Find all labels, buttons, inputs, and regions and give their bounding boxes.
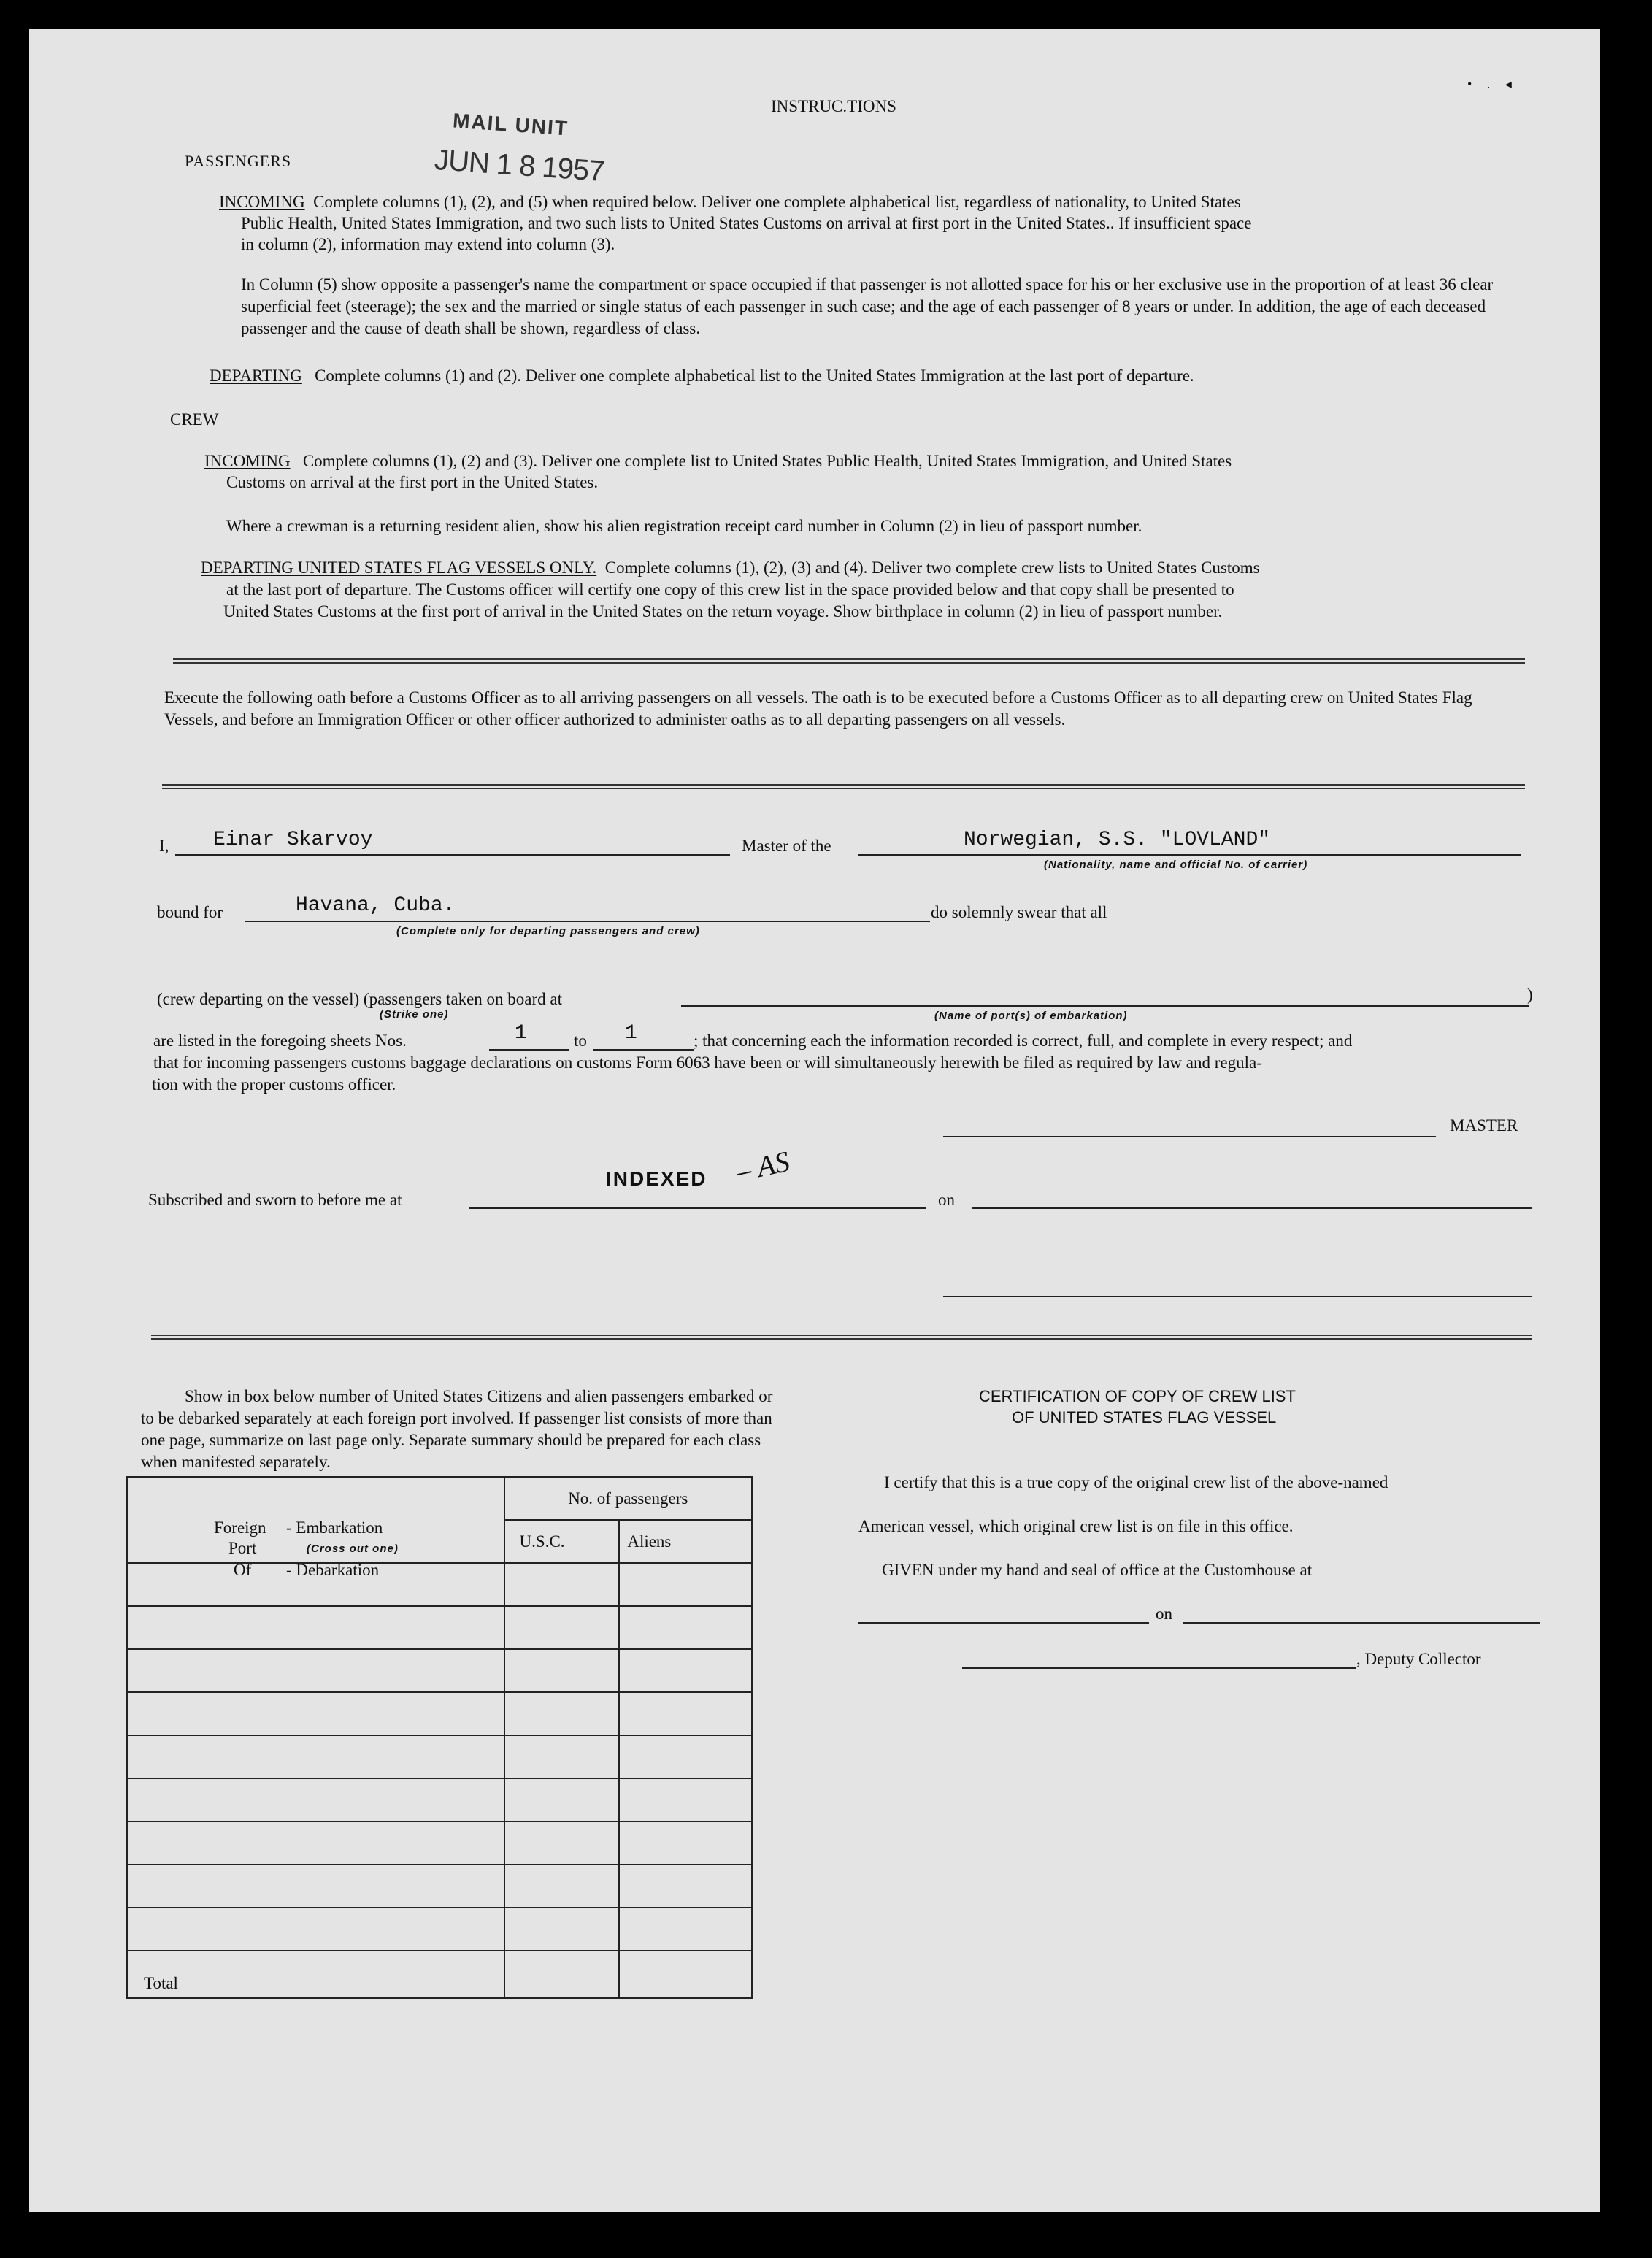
certification-date-line	[1183, 1622, 1540, 1624]
indexed-stamp: INDEXED	[606, 1167, 707, 1190]
port-cell[interactable]	[127, 1821, 504, 1865]
subscribed-label: Subscribed and sworn to before me at	[148, 1191, 402, 1209]
total-aliens-cell[interactable]	[619, 1951, 752, 1998]
aliens-header: Aliens	[619, 1520, 752, 1563]
port-cell[interactable]	[127, 1649, 504, 1692]
debarkation-label: - Debarkation	[286, 1561, 380, 1579]
vessel-line	[858, 854, 1521, 856]
cross-out-caption: (Cross out one)	[307, 1543, 399, 1555]
table-row	[127, 1735, 752, 1778]
strike-one-caption: (Strike one)	[380, 1008, 449, 1021]
table-row	[127, 1606, 752, 1649]
destination-caption: (Complete only for departing passengers and crew)	[396, 925, 700, 937]
crew-resident-text: Where a crewman is a returning resident alien, show his alien registration receipt card number in Column (2) in lieu of passport number.	[226, 517, 1142, 535]
vessel-caption: (Nationality, name and official No. of carrier)	[1044, 859, 1308, 871]
aliens-cell[interactable]	[619, 1778, 752, 1821]
passengers-departing	[210, 365, 1194, 387]
master-of-label: Master of the	[742, 837, 831, 855]
port-cell[interactable]	[127, 1692, 504, 1735]
port-cell[interactable]	[127, 1735, 504, 1778]
mail-unit-stamp: MAIL UNIT	[452, 109, 569, 140]
master-name: Einar Skarvoy	[213, 829, 373, 851]
sworn-place-line	[469, 1207, 926, 1209]
aliens-cell[interactable]	[619, 1735, 752, 1778]
divider	[151, 1335, 1532, 1340]
officer-signature-line	[943, 1296, 1532, 1297]
port-label: Port	[228, 1539, 257, 1557]
crew-departing-label: DEPARTING UNITED STATES FLAG VESSELS ONLY.	[201, 558, 597, 577]
sheet-to: 1	[625, 1022, 637, 1045]
listed-text-3: tion with the proper customs officer.	[152, 1075, 396, 1094]
aliens-cell[interactable]	[619, 1821, 752, 1865]
listed-text-1: ; that concerning each the information recorded is correct, full, and complete in every respect; and	[694, 1032, 1353, 1050]
sworn-date-line	[972, 1207, 1532, 1209]
passengers-incoming-line2: Public Health, United States Immigration, and two such lists to United States Customs on arrival at first port in the United States.. If insufficient space	[241, 214, 1252, 232]
close-paren: )	[1527, 986, 1533, 1004]
instructions-title: INSTRUC.TIONS	[771, 97, 896, 115]
departing-label: DEPARTING	[210, 366, 302, 385]
certification-title-1: CERTIFICATION OF COPY OF CREW LIST	[979, 1387, 1296, 1405]
port-caption: (Name of port(s) of embarkation)	[934, 1010, 1128, 1022]
sheet-from: 1	[515, 1022, 527, 1045]
total-row	[127, 1951, 752, 1998]
passenger-summary-table	[126, 1476, 753, 1999]
deputy-collector-label: , Deputy Collector	[1356, 1650, 1481, 1668]
listed-text-2: that for incoming passengers customs baggage declarations on customs Form 6063 have been or will simultaneously herewith be filed as required by law and regula-	[153, 1053, 1262, 1072]
aliens-cell[interactable]	[619, 1606, 752, 1649]
usc-cell[interactable]	[504, 1778, 620, 1821]
table-row	[127, 1778, 752, 1821]
aliens-cell[interactable]	[619, 1908, 752, 1951]
usc-cell[interactable]	[504, 1735, 620, 1778]
certification-on-label: on	[1156, 1605, 1172, 1623]
bound-for-label: bound for	[157, 903, 223, 921]
embarkation-port-line	[681, 1005, 1529, 1007]
incoming-label: INCOMING	[219, 193, 305, 211]
passengers-incoming-line3: in column (2), information may extend into column (3).	[241, 235, 615, 253]
sheet-to-line	[593, 1049, 694, 1051]
vessel-name: Norwegian, S.S. "LOVLAND"	[964, 829, 1271, 851]
port-cell[interactable]	[127, 1908, 504, 1951]
certification-title-2: OF UNITED STATES FLAG VESSEL	[1012, 1408, 1277, 1426]
master-signature-line	[943, 1136, 1436, 1137]
aliens-cell[interactable]	[619, 1692, 752, 1735]
total-usc-cell[interactable]	[504, 1951, 620, 1998]
crew-incoming-text: Complete columns (1), (2) and (3). Deliver one complete list to United States Public Health, United States Immigration, and United States	[302, 452, 1232, 470]
crew-passengers-text: (crew departing on the vessel) (passengers taken on board at	[157, 990, 562, 1008]
crew-incoming	[204, 450, 1232, 472]
aliens-cell[interactable]	[619, 1649, 752, 1692]
port-cell[interactable]	[127, 1606, 504, 1649]
sheet-from-line	[489, 1049, 569, 1051]
certification-text-2: American vessel, which original crew list is on file in this office.	[858, 1517, 1294, 1535]
destination-line	[245, 921, 930, 922]
swear-text: do solemnly swear that all	[931, 903, 1107, 921]
crew-departing-line3: United States Customs at the first port of arrival in the United States on the return voyage. Show birthplace in column (2) in lieu of passport number.	[223, 602, 1223, 621]
usc-cell[interactable]	[504, 1563, 620, 1606]
listed-label: are listed in the foregoing sheets Nos.	[153, 1032, 407, 1050]
oath-i-label: I,	[159, 837, 169, 855]
destination: Havana, Cuba.	[296, 894, 456, 917]
crew-incoming-line2: Customs on arrival at the first port in the United States.	[226, 473, 599, 491]
table-row	[127, 1865, 752, 1908]
master-label: MASTER	[1450, 1116, 1518, 1134]
incoming-text: Complete columns (1), (2), and (5) when required below. Deliver one complete alphabetical list, regardless of nationality, to United States	[313, 193, 1241, 211]
deputy-signature-line	[962, 1667, 1356, 1669]
aliens-cell[interactable]	[619, 1865, 752, 1908]
port-header-cell	[127, 1477, 504, 1563]
summary-instructions: Show in box below number of United States Citizens and alien passengers embarked or to be debarked separately at each foreign port involved. If passenger list consists of more than one page, summarize on last page only. Separate summary should be prepared for each class when manifested separately.	[141, 1387, 773, 1471]
total-label: Total	[127, 1951, 504, 1998]
corner-marks: • . ◂	[1467, 77, 1518, 91]
usc-cell[interactable]	[504, 1865, 620, 1908]
usc-cell[interactable]	[504, 1908, 620, 1951]
no-passengers-header: No. of passengers	[504, 1477, 752, 1520]
customhouse-line	[858, 1622, 1149, 1624]
port-cell[interactable]	[127, 1778, 504, 1821]
of-label: Of	[234, 1561, 252, 1579]
crew-incoming-label: INCOMING	[204, 452, 291, 470]
table-row	[127, 1692, 752, 1735]
port-cell[interactable]	[127, 1563, 504, 1606]
departing-text: Complete columns (1) and (2). Deliver one complete alphabetical list to the United States Immigration at the last port of departure.	[315, 366, 1194, 385]
table-row	[127, 1908, 752, 1951]
embarkation-label: - Embarkation	[286, 1518, 383, 1537]
table-row	[127, 1649, 752, 1692]
indexed-initials: ‒ AS	[733, 1144, 793, 1188]
table-row	[127, 1563, 752, 1606]
crew-departing-line2: at the last port of departure. The Customs officer will certify one copy of this crew list in the space provided below and that copy shall be presented to	[226, 580, 1234, 599]
port-cell[interactable]	[127, 1865, 504, 1908]
master-name-line	[175, 854, 730, 856]
usc-cell[interactable]	[504, 1649, 620, 1692]
crew-heading: CREW	[170, 410, 219, 429]
sworn-on-label: on	[938, 1191, 955, 1209]
divider	[162, 784, 1525, 789]
foreign-label: Foreign	[214, 1518, 266, 1537]
passengers-incoming-label	[219, 191, 1241, 213]
certification-text-1: I certify that this is a true copy of the original crew list of the above-named	[884, 1473, 1388, 1491]
date-stamp: JUN 1 8 1957	[433, 143, 605, 188]
crew-departing-text: Complete columns (1), (2), (3) and (4). Deliver two complete crew lists to United States Customs	[604, 558, 1260, 577]
divider	[173, 658, 1525, 664]
column5-instructions: In Column (5) show opposite a passenger's name the compartment or space occupied if that passenger is not allotted space for his or her exclusive use in the proportion of at least 36 clear superficial feet (steerage); the sex and the married or single status of each passenger in such case; and the age of each passenger of 8 years or under. In addition, the age of each deceased passenger and the cause of death shall be shown, regardless of class.	[241, 275, 1494, 337]
usc-header: U.S.C.	[504, 1520, 620, 1563]
aliens-cell[interactable]	[619, 1563, 752, 1606]
table-row	[127, 1821, 752, 1865]
usc-cell[interactable]	[504, 1692, 620, 1735]
usc-cell[interactable]	[504, 1606, 620, 1649]
oath-intro: Execute the following oath before a Customs Officer as to all arriving passengers on all vessels. The oath is to be executed before a Customs Officer as to all departing crew on United States Flag Vessels, and before an Immigration Officer or other officer authorized to administer oaths as to all departing passengers on all vessels.	[164, 688, 1472, 729]
passengers-heading: PASSENGERS	[185, 152, 292, 170]
usc-cell[interactable]	[504, 1821, 620, 1865]
to-label: to	[574, 1032, 587, 1050]
certification-text-3: GIVEN under my hand and seal of office at the Customhouse at	[882, 1561, 1313, 1579]
crew-departing	[201, 557, 1260, 579]
